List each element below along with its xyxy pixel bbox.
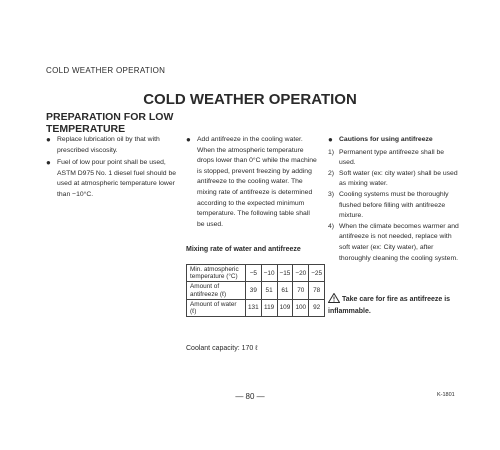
item-text: Cooling systems must be thoroughly flushed before filling with antifreeze mixture.: [339, 190, 449, 220]
page-title: COLD WEATHER OPERATION: [143, 91, 357, 108]
cautions-heading: [328, 135, 460, 146]
cautions-title: Cautions for using antifreeze: [339, 136, 433, 143]
table-cell: −10: [261, 265, 277, 282]
fire-warning: [328, 293, 460, 317]
section-title: PREPARATION FOR LOW TEMPERATURE: [46, 111, 174, 135]
item-number: 1): [328, 148, 335, 156]
item-number: 4): [328, 222, 335, 230]
item-text: When the climate becomes warmer and antifreeze is not needed, replace with soft water (ex: City water), after thoroughly cleaning the cooling system.: [339, 222, 459, 262]
bullet-item: [46, 158, 178, 200]
item-text: Soft water (ex: city water) shall be used as mixing water.: [339, 169, 458, 188]
table-cell: 109: [277, 299, 293, 316]
table-cell: −20: [293, 265, 309, 282]
bullet-icon: ●: [186, 135, 191, 144]
list-item: [328, 222, 460, 264]
table-cell: 51: [261, 282, 277, 299]
table-cell: 78: [309, 282, 325, 299]
list-item: [328, 169, 460, 190]
table-row: [187, 265, 325, 282]
table-cell: 131: [246, 299, 262, 316]
mixing-rate-table: [186, 264, 325, 317]
list-item: [328, 148, 460, 169]
warning-text: Take care for fire as antifreeze is inflammable.: [328, 296, 451, 315]
table-cell: −15: [277, 265, 293, 282]
table-cell: 61: [277, 282, 293, 299]
bullet-item: [186, 135, 318, 230]
bullet-text: Add antifreeze in the cooling water. When the atmospheric temperature drops lower than 0°C while the machine is stopped, prevent freezing by adding antifreeze to the cooling water. The mixing rate of antifreeze is determined according to the expected minimum temperature. The following table shall be used.: [197, 136, 317, 228]
bullet-icon: ●: [328, 135, 333, 144]
bullet-icon: ●: [46, 135, 51, 144]
bullet-item: [46, 135, 178, 156]
page-number: — 80 —: [235, 392, 265, 401]
column-left: [46, 135, 178, 203]
item-text: Permanent type antifreeze shall be used.: [339, 148, 445, 167]
document-code: K-1801: [437, 392, 455, 398]
table-cell: 39: [246, 282, 262, 299]
item-number: 3): [328, 190, 335, 198]
table-row: [187, 282, 325, 299]
row-label: Min. atmospheric temperature (°C): [187, 265, 246, 282]
table-cell: 92: [309, 299, 325, 316]
coolant-capacity: Coolant capacity: 170 ℓ: [186, 345, 258, 352]
table-cell: −5: [246, 265, 262, 282]
warning-triangle-icon: [328, 293, 340, 307]
row-label: Amount of water (ℓ): [187, 299, 246, 316]
item-number: 2): [328, 169, 335, 177]
table-title: Mixing rate of water and antifreeze: [186, 246, 301, 253]
table-cell: 100: [293, 299, 309, 316]
bullet-text: Fuel of low pour point shall be used, ASTM D975 No. 1 diesel fuel should be used at atmospheric temperature lower than −10°C.: [57, 159, 177, 198]
table-row: [187, 299, 325, 316]
list-item: [328, 190, 460, 222]
running-head: COLD WEATHER OPERATION: [46, 66, 166, 75]
table-cell: 119: [261, 299, 277, 316]
bullet-text: Replace lubrication oil by that with prescribed viscosity.: [57, 136, 160, 154]
bullet-icon: ●: [46, 158, 51, 168]
table-cell: 70: [293, 282, 309, 299]
column-middle: [186, 135, 318, 232]
row-label: Amount of antifreeze (ℓ): [187, 282, 246, 299]
column-right: [328, 135, 460, 264]
table-cell: −25: [309, 265, 325, 282]
